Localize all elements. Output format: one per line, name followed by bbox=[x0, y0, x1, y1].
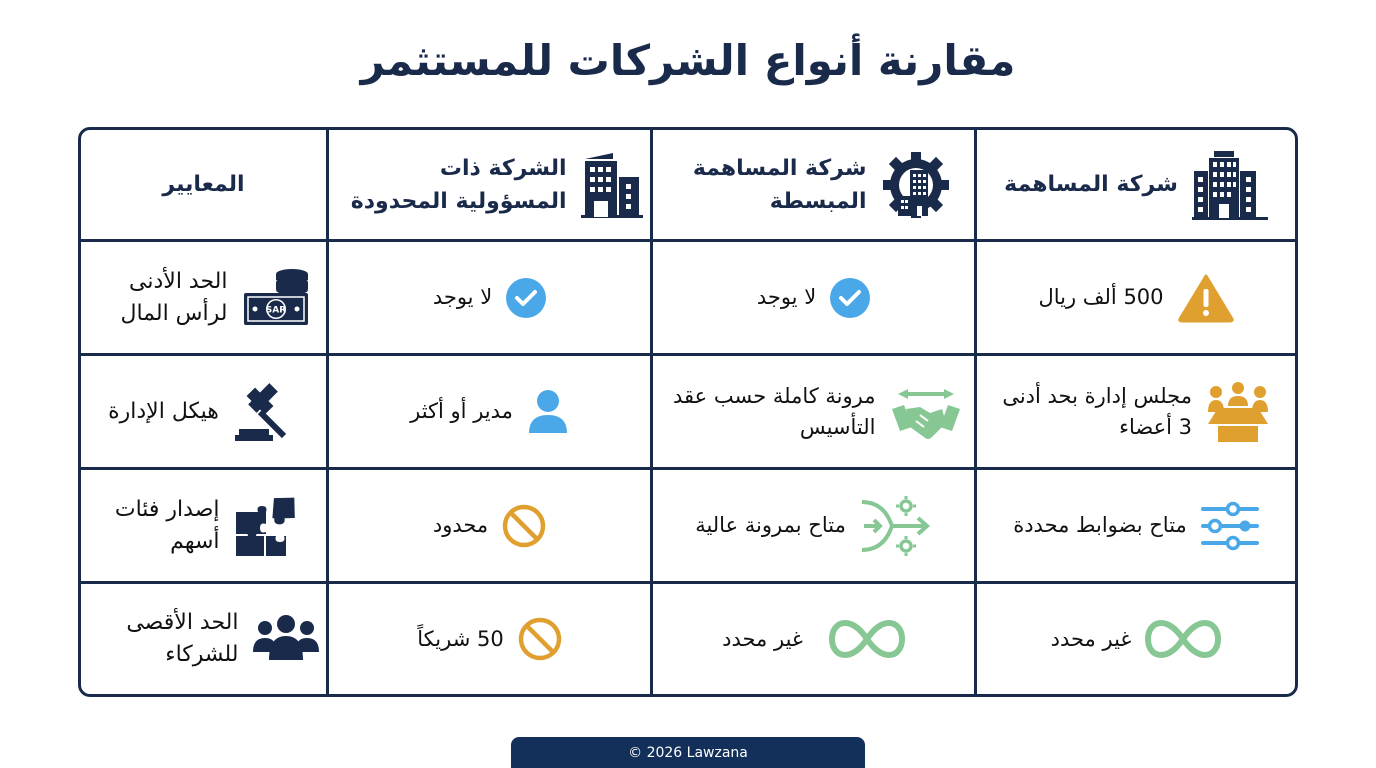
cell-value: محدود bbox=[432, 513, 489, 538]
cell-value: متاح بمرونة عالية bbox=[695, 513, 846, 538]
cell-value: لا يوجد bbox=[432, 285, 493, 310]
criterion-management bbox=[81, 356, 326, 470]
person-icon bbox=[527, 389, 569, 435]
cell-joint-stock-management bbox=[974, 356, 1295, 470]
footer-copyright: © 2026 Lawzana bbox=[511, 737, 865, 768]
building-icon bbox=[581, 151, 643, 219]
cell-simplified-shares bbox=[650, 470, 974, 584]
cell-value: غير محدد bbox=[722, 626, 803, 651]
cell-value: مجلس إدارة بحد أدنى 3 أعضاء bbox=[1002, 384, 1192, 439]
prohibited-icon bbox=[502, 504, 546, 548]
cell-value: متاح بضوابط محددة bbox=[1013, 513, 1187, 538]
warning-triangle-icon bbox=[1178, 273, 1234, 323]
criterion-min-capital bbox=[81, 242, 326, 356]
criterion-label: إصدار فئات أسهم bbox=[114, 496, 220, 554]
cell-joint-stock-shares bbox=[974, 470, 1295, 584]
merge-arrows-gears-icon bbox=[860, 494, 932, 558]
prohibited-icon bbox=[518, 617, 562, 661]
gavel-icon bbox=[233, 381, 299, 443]
cell-simplified-capital bbox=[650, 242, 974, 356]
header-llc bbox=[326, 130, 650, 242]
header-label: الشركة ذات المسؤولية المحدودة bbox=[350, 155, 567, 214]
header-joint-stock bbox=[974, 130, 1295, 242]
check-circle-icon bbox=[830, 278, 870, 318]
cell-value: 500 ألف ريال bbox=[1038, 285, 1164, 310]
cell-llc-management bbox=[326, 356, 650, 470]
header-simplified-joint-stock bbox=[650, 130, 974, 242]
cell-llc-shares bbox=[326, 470, 650, 584]
cell-value: 50 شريكاً bbox=[417, 626, 504, 651]
header-label: المعايير bbox=[162, 172, 245, 197]
people-group-icon bbox=[253, 614, 319, 664]
header-label: شركة المساهمة المبسطة bbox=[692, 155, 867, 214]
page-title: مقارنة أنواع الشركات للمستثمر bbox=[360, 36, 1016, 85]
criterion-share-classes bbox=[81, 470, 326, 584]
cell-simplified-partners bbox=[650, 584, 974, 694]
board-meeting-icon bbox=[1206, 380, 1270, 444]
check-circle-icon bbox=[506, 278, 546, 318]
criterion-label: الحد الأقصى للشركاء bbox=[126, 610, 239, 667]
comparison-table bbox=[78, 127, 1298, 697]
cell-value: مدير أو أكثر bbox=[410, 399, 513, 424]
infinity-icon bbox=[1145, 619, 1221, 659]
cell-llc-partners bbox=[326, 584, 650, 694]
cell-joint-stock-capital bbox=[974, 242, 1295, 356]
cell-llc-capital bbox=[326, 242, 650, 356]
cell-value: مرونة كاملة حسب عقد التأسيس bbox=[673, 384, 876, 439]
criterion-label: الحد الأدنى لرأس المال bbox=[120, 268, 228, 326]
gear-building-icon bbox=[881, 150, 951, 220]
criterion-max-partners bbox=[81, 584, 326, 694]
infinity-icon bbox=[829, 619, 905, 659]
header-criteria bbox=[81, 130, 326, 242]
cell-value: لا يوجد bbox=[756, 285, 817, 310]
header-label: شركة المساهمة bbox=[1004, 172, 1178, 197]
sliders-icon bbox=[1201, 501, 1259, 551]
puzzle-icon bbox=[234, 494, 298, 558]
cell-value: غير محدد bbox=[1050, 626, 1132, 651]
cell-simplified-management bbox=[650, 356, 974, 470]
svg-text:SAR: SAR bbox=[265, 305, 286, 315]
handshake-arrows-icon bbox=[890, 379, 962, 445]
criterion-label: هيكل الإدارة bbox=[108, 398, 219, 424]
office-buildings-icon bbox=[1192, 149, 1268, 221]
cell-joint-stock-partners bbox=[974, 584, 1295, 694]
sar-money-coins-icon bbox=[242, 269, 310, 327]
